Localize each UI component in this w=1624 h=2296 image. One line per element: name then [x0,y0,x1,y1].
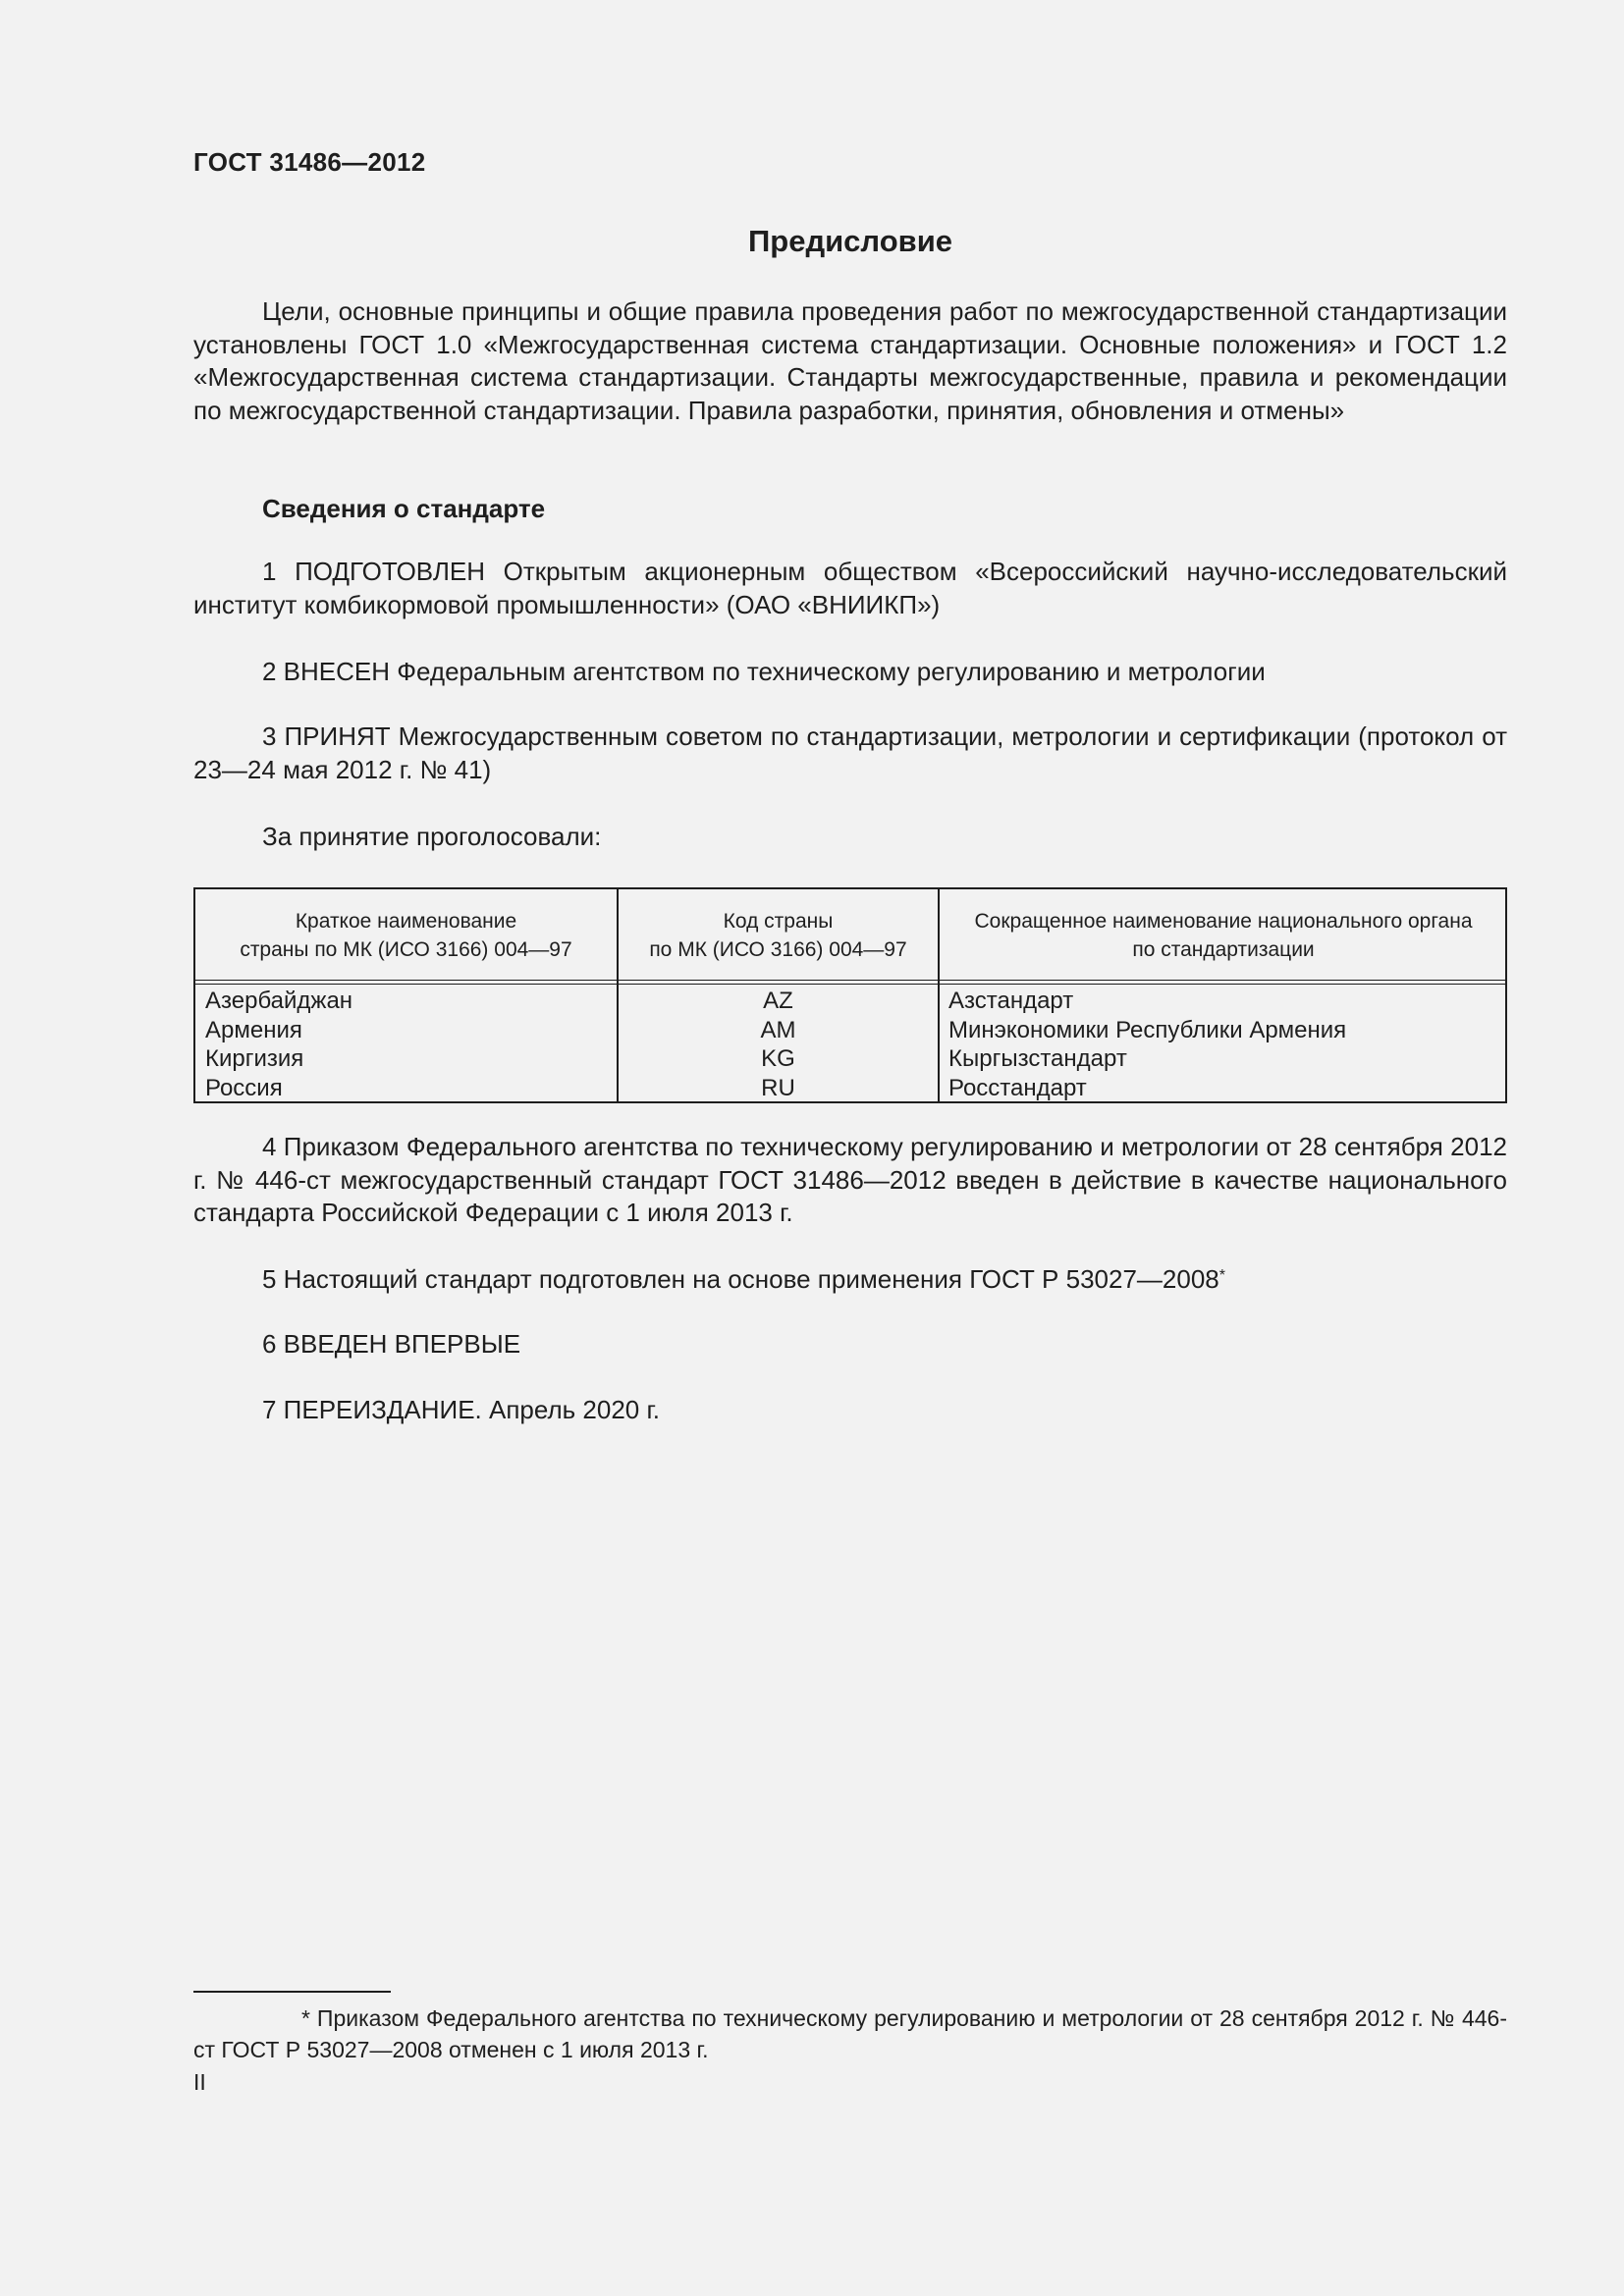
table-cell: Азербайджан [205,988,353,1014]
table-header-country: Краткое наименование страны по МК (ИСО 3166) 004—97 [240,910,572,961]
voted-label: За принятие проголосовали: [262,822,602,851]
item-3: 3 ПРИНЯТ Межгосударственным советом по стандартизации, метрологии и сертификации (протокол от 23—24 мая 2012 г. № 41) [193,721,1507,784]
table-cell: AM [760,1016,796,1043]
table-header-rule [195,980,1505,985]
info-heading: Сведения о стандарте [262,494,546,523]
table-cell: AZ [763,988,793,1014]
table-column-code [619,987,938,1102]
table-column-country [205,987,608,1102]
item-2: 2 ВНЕСЕН Федеральным агентством по техническому регулированию и метрологии [262,657,1266,686]
table-cell: Армения [205,1016,302,1043]
item-4: 4 Приказом Федерального агентства по техническому регулированию и метрологии от 28 сентября 2012 г. № 446-ст межгосударственный стандарт ГОСТ 31486—2012 введен в действие в качестве национального стандарта Российской Федерации с 1 июля 2013 г. [193,1132,1507,1227]
table-cell: Киргизия [205,1045,304,1072]
item-6: 6 ВВЕДЕН ВПЕРВЫЕ [262,1329,521,1359]
table-cell: Минэкономики Республики Армения [948,1016,1347,1043]
page-number: II [193,2069,206,2095]
table-cell: KG [761,1045,795,1072]
table-cell: Росстандарт [948,1074,1087,1101]
item-7: 7 ПЕРЕИЗДАНИЕ. Апрель 2020 г. [262,1395,661,1424]
table-header-code: Код страны по МК (ИСО 3166) 004—97 [649,910,907,961]
voting-table [193,887,1507,1103]
table-cell: Кыргызстандарт [948,1045,1127,1072]
table-cell: RU [761,1074,795,1101]
table-cell: Азстандарт [948,988,1074,1014]
document-code: ГОСТ 31486—2012 [193,147,426,177]
page-title: Предисловие [747,224,952,258]
footnote: * Приказом Федерального агентства по техническому регулированию и метрологии от 28 сентября 2012 г. № 446-ст ГОСТ Р 53027—2008 отменен с 1 июля 2013 г. [193,2005,1507,2062]
intro-paragraph: Цели, основные принципы и общие правила проведения работ по межгосударственной стандартизации установлены ГОСТ 1.0 «Межгосударственная система стандартизации. Основные положения» и ГОСТ 1.2 «Межгосударственная система стандартизации. Стандарты межгосударственные, правила и рекомендации по межгосударственной стандартизации. Правила разработки, принятия, обновления и отмены» [193,296,1507,425]
footnote-marker: * [1218,1267,1225,1284]
table-header-body: Сокращенное наименование национального органа по стандартизации [974,910,1473,961]
item-5: 5 Настоящий стандарт подготовлен на основе применения ГОСТ Р 53027—2008* [262,1264,1225,1294]
footnote-rule [193,1991,391,1993]
table-cell: Россия [205,1074,283,1101]
item-1: 1 ПОДГОТОВЛЕН Открытым акционерным обществом «Всероссийский научно-исследовательский институт комбикормовой промышленности» (ОАО «ВНИИКП») [193,557,1507,619]
table-column-body [948,987,1498,1102]
